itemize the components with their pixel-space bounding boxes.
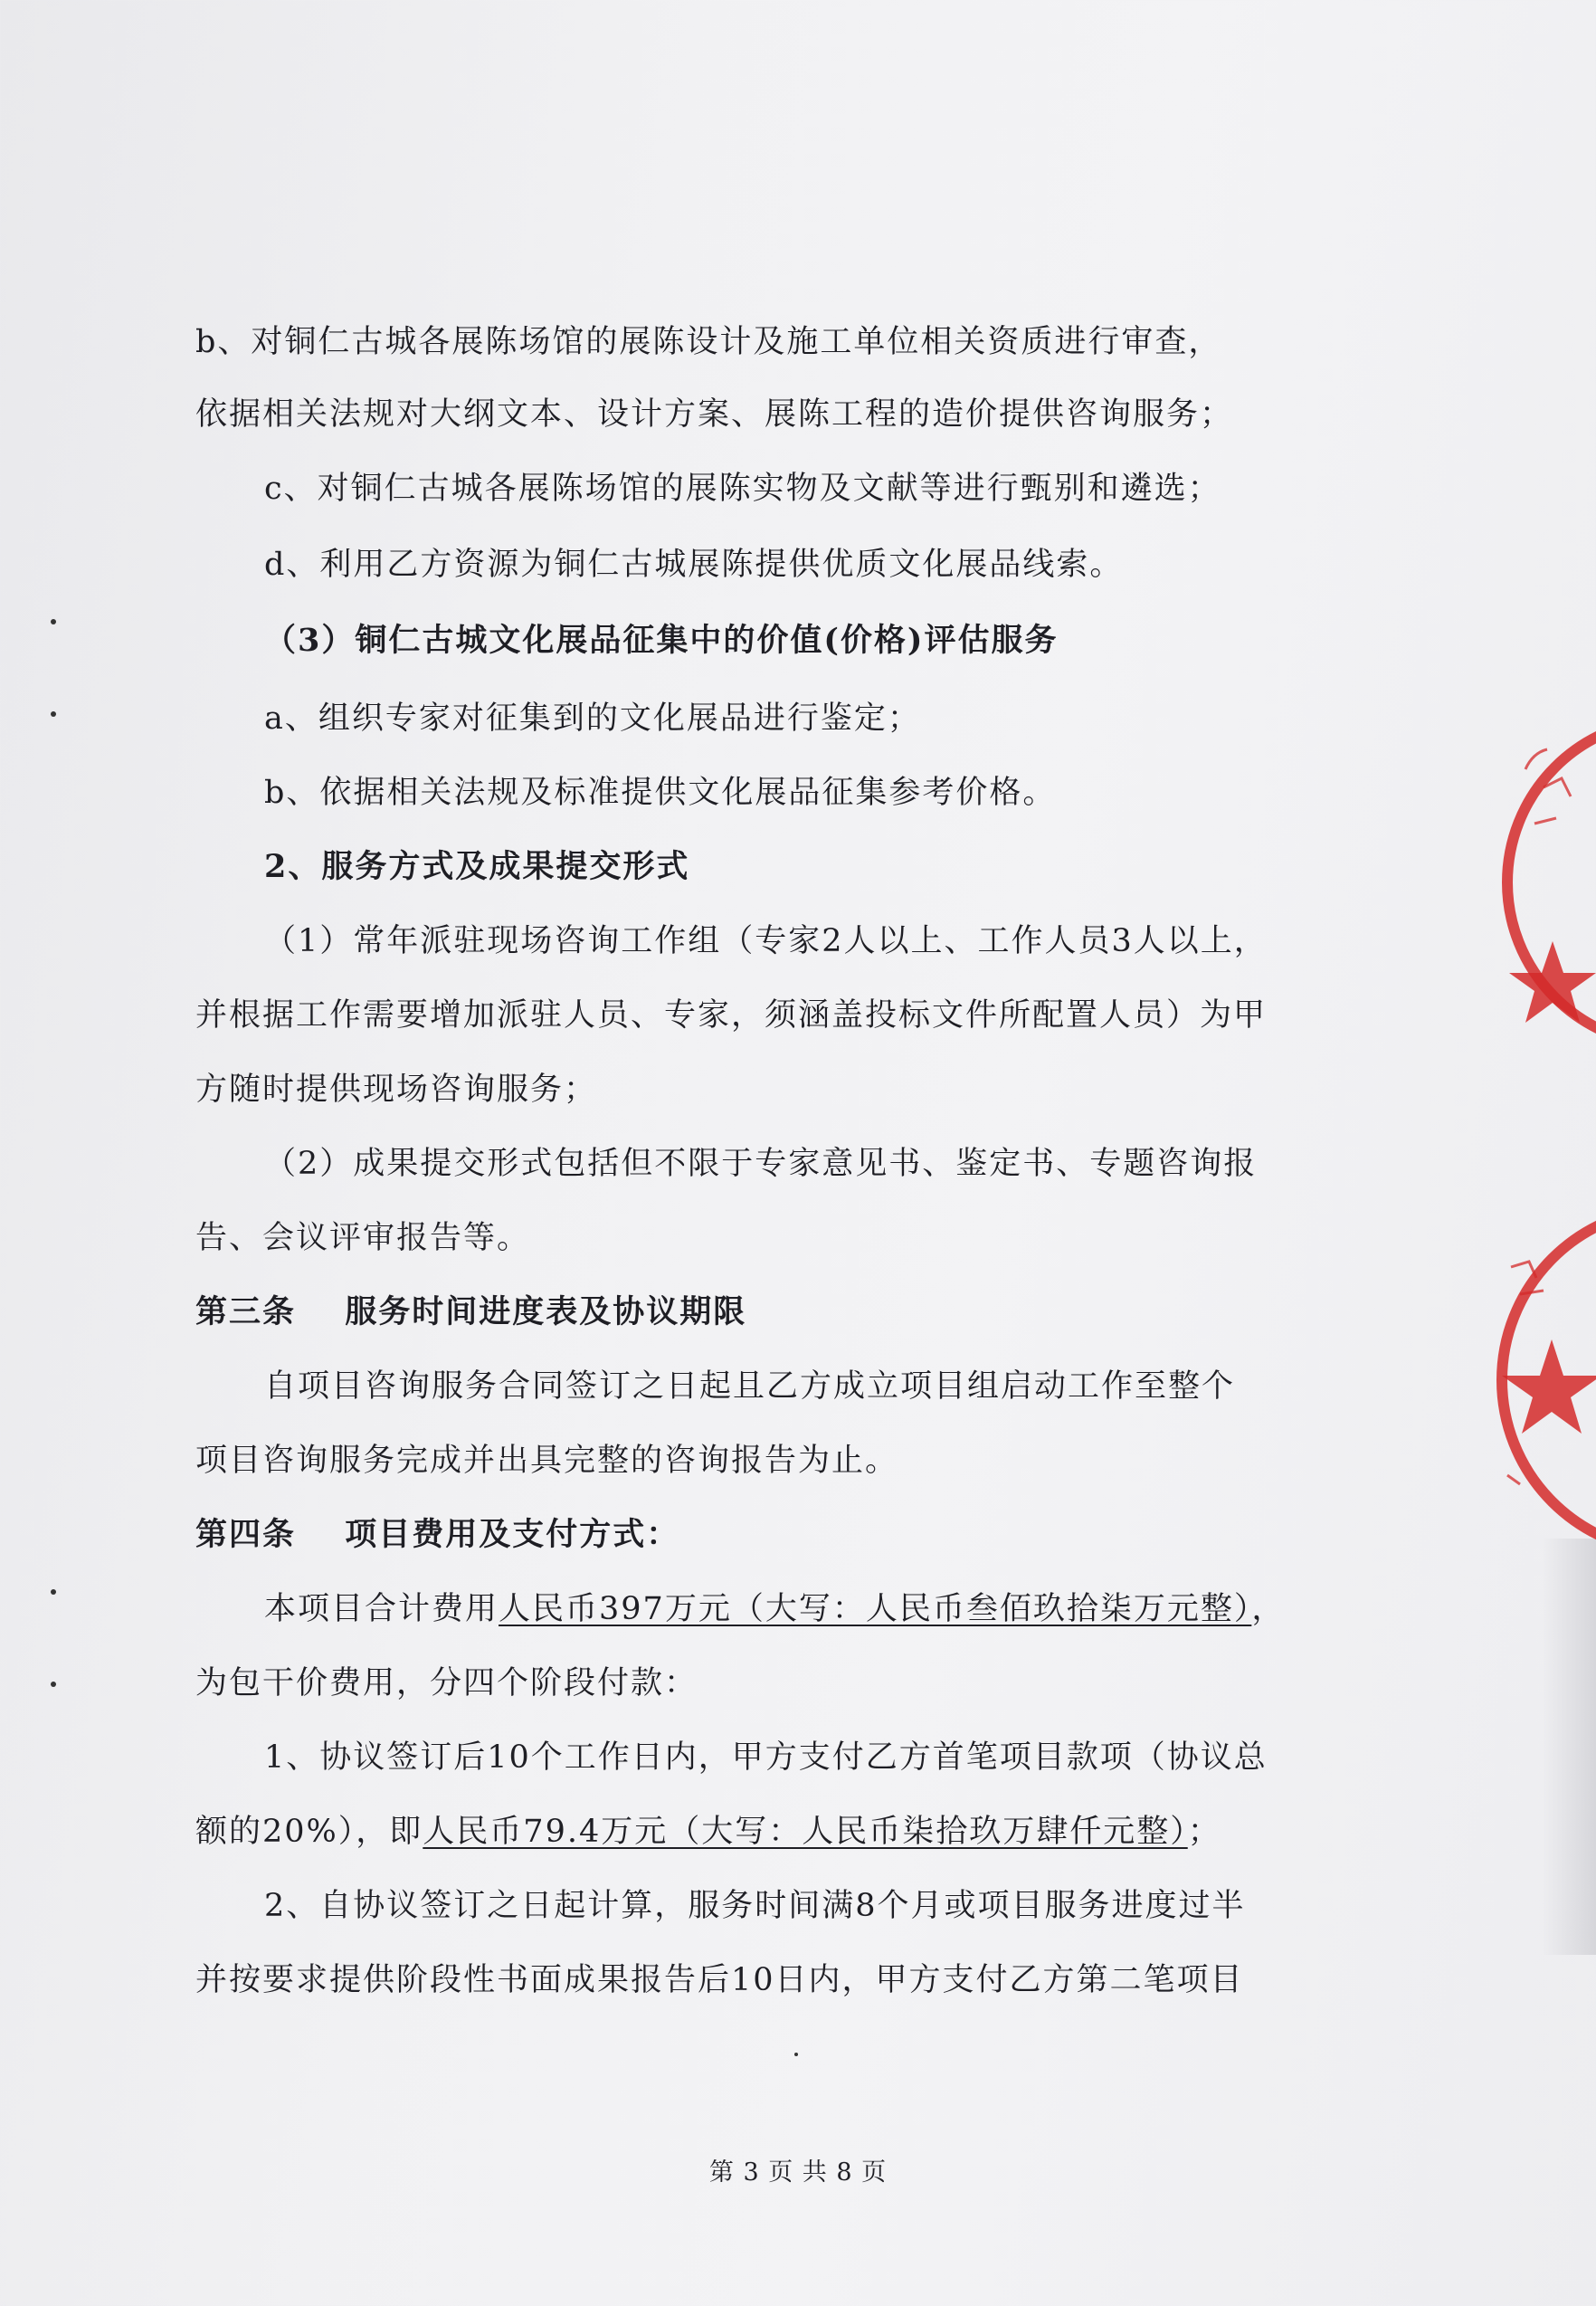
text-line: 2、自协议签订之日起计算，服务时间满8个月或项目服务进度过半 [264,1888,1246,1924]
binding-hole-mark [51,711,56,717]
page-footer: 第 3 页 共 8 页 [708,2158,888,2187]
seal-stamp-icon [1466,1204,1596,1557]
text-line: d、利用乙方资源为铜仁古城展陈提供优质文化展品线索。 [264,547,1124,583]
article-number: 第四条 [195,1516,297,1553]
text-line: （1）常年派驻现场咨询工作组（专家2人以上、工作人员3人以上， [264,923,1268,959]
text-line: b、对铜仁古城各展陈场馆的展陈设计及施工单位相关资质进行审查， [195,324,1222,360]
underlined-amount: 人民币79.4万元（大写：人民币柒拾玖万肆仟元整） [423,1814,1188,1850]
text-line: 依据相关法规对大纲文本、设计方案、展陈工程的造价提供咨询服务； [195,396,1234,433]
binding-hole-mark [51,1589,56,1595]
article-number: 第三条 [195,1293,297,1330]
text-line: 项目咨询服务完成并出具完整的咨询报告为止。 [195,1443,899,1479]
text-line: c、对铜仁古城各展陈场馆的展陈实物及文献等进行甄别和遴选； [264,471,1221,507]
text-segment: ， [1251,1591,1286,1627]
text-line: 告、会议评审报告等。 [195,1220,531,1256]
article-title: 项目费用及支付方式： [345,1516,680,1553]
section-heading: （3）铜仁古城文化展品征集中的价值(价格)评估服务 [264,622,1059,659]
article-heading [195,1515,1596,1555]
text-segment: ； [1187,1814,1221,1850]
text-line: 自项目咨询服务合同签订之日起且乙方成立项目组启动工作至整个 [264,1368,1236,1405]
text-line: a、组织专家对征集到的文化展品进行鉴定； [264,700,921,737]
text-line: 并根据工作需要增加派驻人员、专家，须涵盖投标文件所配置人员）为甲 [195,997,1268,1034]
text-line: 为包干价费用，分四个阶段付款： [195,1665,698,1701]
article-title: 服务时间进度表及协议期限 [345,1293,747,1330]
text-line: b、依据相关法规及标准提供文化展品征集参考价格。 [264,775,1057,811]
text-segment: 额的20%），即 [195,1814,423,1850]
binding-hole-mark [51,1682,56,1687]
speck-mark [794,2053,798,2056]
binding-hole-mark [51,619,56,624]
text-line [195,1812,1596,1852]
text-line: 并按要求提供阶段性书面成果报告后10日内，甲方支付乙方第二笔项目 [195,1962,1244,1998]
section-heading: 2、服务方式及成果提交形式 [264,848,690,885]
page-edge-shadow [1542,1539,1596,1955]
text-line: 方随时提供现场咨询服务； [195,1072,598,1108]
text-line: （2）成果提交形式包括但不限于专家意见书、鉴定书、专题咨询报 [264,1146,1258,1182]
text-line [264,1589,1596,1629]
underlined-amount: 人民币397万元（大写：人民币叁佰玖拾柒万元整） [499,1591,1252,1627]
text-line: 1、协议签订后10个工作日内，甲方支付乙方首笔项目款项（协议总 [264,1739,1268,1776]
seal-stamp-icon [1498,715,1596,1059]
text-segment: 本项目合计费用 [264,1591,499,1627]
article-heading [195,1292,1596,1332]
